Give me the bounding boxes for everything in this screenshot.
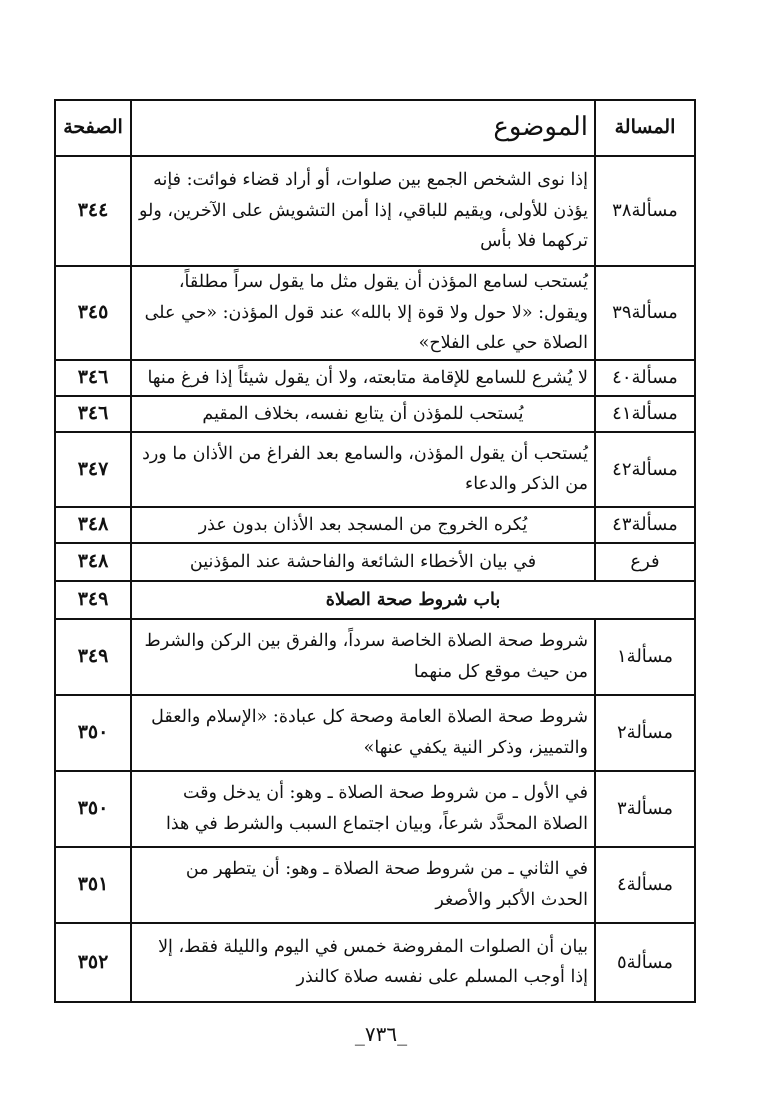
row-topic: لا يُشرع للسامع للإقامة متابعته، ولا أن يقول شيئاً إذا فرغ منها [131, 360, 595, 396]
table-row [55, 266, 695, 360]
table-row [55, 396, 695, 432]
row-question: مسألة٤٣ [595, 507, 695, 543]
row-topic: إذا نوى الشخص الجمع بين صلوات، أو أراد قضاء فوائت: فإنه يؤذن للأولى، ويقيم للباقي، إذا أمن التشويش على الآخرين، ولو تركهما فلا بأس [131, 156, 595, 266]
header-page: الصفحة [55, 100, 131, 156]
toc-table [54, 99, 696, 1003]
table-row [55, 695, 695, 771]
table-row [55, 432, 695, 507]
header-row [55, 100, 695, 156]
row-topic: في بيان الأخطاء الشائعة والفاحشة عند المؤذنين [131, 543, 595, 581]
row-page: ٣٤٧ [55, 432, 131, 507]
row-topic: بيان أن الصلوات المفروضة خمس في اليوم والليلة فقط، إلا إذا أوجب المسلم على نفسه صلاة كالنذر [131, 923, 595, 1002]
row-question: مسألة٥ [595, 923, 695, 1002]
row-page: ٣٥٠ [55, 695, 131, 771]
row-question: مسألة٤٢ [595, 432, 695, 507]
row-page: ٣٥١ [55, 847, 131, 923]
table-row [55, 156, 695, 266]
row-topic: يُستحب للمؤذن أن يتابع نفسه، بخلاف المقيم [131, 396, 595, 432]
row-topic: شروط صحة الصلاة الخاصة سرداً، والفرق بين الركن والشرط من حيث موقع كل منهما [131, 619, 595, 695]
row-page: ٣٤٦ [55, 360, 131, 396]
row-question: مسألة٣٨ [595, 156, 695, 266]
page-number: _٧٣٦_ [354, 1022, 408, 1046]
row-question: مسألة٤١ [595, 396, 695, 432]
row-topic: يُكره الخروج من المسجد بعد الأذان بدون عذر [131, 507, 595, 543]
chapter-row [55, 581, 695, 619]
table-row [55, 543, 695, 581]
row-question: مسألة٣٩ [595, 266, 695, 360]
table-row [55, 507, 695, 543]
row-page: ٣٤٩ [55, 619, 131, 695]
row-page: ٣٤٨ [55, 507, 131, 543]
row-question: مسألة٤٠ [595, 360, 695, 396]
row-question: مسألة٣ [595, 771, 695, 847]
row-topic: في الأول ـ من شروط صحة الصلاة ـ وهو: أن يدخل وقت الصلاة المحدَّد شرعاً، وبيان اجتماع السبب والشرط في هذا [131, 771, 595, 847]
row-page: ٣٤٥ [55, 266, 131, 360]
row-question: مسألة٤ [595, 847, 695, 923]
row-question: فرع [595, 543, 695, 581]
row-question: مسألة٢ [595, 695, 695, 771]
header-topic: الموضوع [131, 100, 595, 156]
row-page: ٣٥٠ [55, 771, 131, 847]
row-topic: شروط صحة الصلاة العامة وصحة كل عبادة: «الإسلام والعقل والتمييز، وذكر النية يكفي عنها» [131, 695, 595, 771]
row-topic: يُستحب أن يقول المؤذن، والسامع بعد الفراغ من الأذان ما ورد من الذكر والدعاء [131, 432, 595, 507]
row-page: ٣٤٨ [55, 543, 131, 581]
table-row [55, 619, 695, 695]
row-page: ٣٥٢ [55, 923, 131, 1002]
row-topic: في الثاني ـ من شروط صحة الصلاة ـ وهو: أن يتطهر من الحدث الأكبر والأصغر [131, 847, 595, 923]
row-page: ٣٤٦ [55, 396, 131, 432]
row-topic: يُستحب لسامع المؤذن أن يقول مثل ما يقول سراً مطلقاً، ويقول: «لا حول ولا قوة إلا بالله» عند قول المؤذن: «حي على الصلاة حي على الفلاح» [131, 266, 595, 360]
header-question: المسالة [595, 100, 695, 156]
row-question: مسألة١ [595, 619, 695, 695]
row-page: ٣٤٤ [55, 156, 131, 266]
table-row [55, 923, 695, 1002]
table-row [55, 360, 695, 396]
row-page: ٣٤٩ [55, 581, 131, 619]
table-row [55, 771, 695, 847]
chapter-title: باب شروط صحة الصلاة [131, 581, 695, 619]
table-row [55, 847, 695, 923]
